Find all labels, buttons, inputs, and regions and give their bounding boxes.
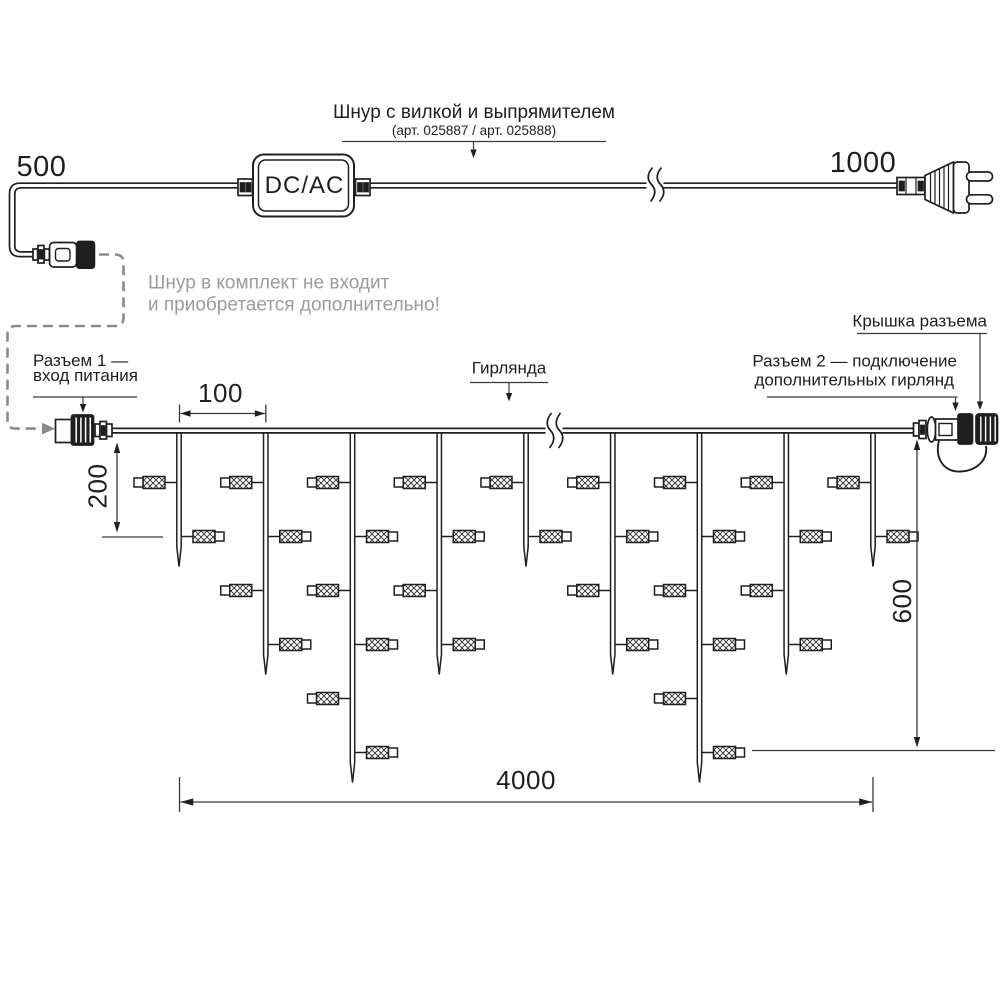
lamp-icon <box>355 531 398 543</box>
connector-cap-icon <box>976 414 998 444</box>
note-line2: и приобретается дополнительно! <box>148 294 440 316</box>
arrow-down-icon <box>952 403 958 412</box>
cord-label-leader <box>342 142 606 151</box>
lamp-icon <box>268 531 311 543</box>
icicle-drop <box>655 432 745 783</box>
lamp-icon <box>655 477 698 489</box>
lamp-icon <box>828 477 871 489</box>
power-plug-icon <box>897 162 993 213</box>
garland-label: Гирлянда <box>471 358 547 378</box>
cord-left-cable-inner <box>15 188 240 252</box>
connector1-label-line2: вход питания <box>33 366 138 385</box>
icicle-drop <box>308 432 398 783</box>
lamp-icon <box>702 531 745 543</box>
lamp-icon <box>655 693 698 705</box>
dim-200-label: 200 <box>82 463 113 509</box>
dcac-label: DC/AC <box>264 172 345 199</box>
lamp-icon <box>394 585 437 597</box>
dimension-arrowheads <box>114 410 920 805</box>
lamp-icon <box>741 585 784 597</box>
lamp-icon <box>441 639 484 651</box>
lamp-icon <box>875 531 918 543</box>
arrow-down-icon <box>80 404 86 413</box>
connector-2-output <box>914 414 998 472</box>
lamp-icon <box>615 639 658 651</box>
icicle-drop <box>221 432 311 675</box>
lamp-icon <box>355 639 398 651</box>
garland-wire <box>112 413 914 448</box>
lamp-icon <box>308 477 351 489</box>
lamp-icon <box>394 477 437 489</box>
dim-600-label: 600 <box>887 578 917 624</box>
lamp-icon <box>741 477 784 489</box>
dim-1000-label: 1000 <box>829 147 897 179</box>
lamp-icon <box>568 585 611 597</box>
lamp-icon <box>355 747 398 759</box>
cable-break-icon <box>556 413 563 448</box>
lamp-icon <box>788 639 831 651</box>
dim-4000-label: 4000 <box>496 765 556 795</box>
arrow-right-icon <box>42 423 55 435</box>
connector2-label-line2: дополнительных гирлянд <box>754 370 954 390</box>
cable-break-icon <box>648 168 655 202</box>
icicle-drops <box>134 432 918 783</box>
arrow-down-icon <box>977 402 983 411</box>
connector-1-power-input <box>56 415 113 445</box>
lamp-icon <box>481 477 524 489</box>
cap-label: Крышка разъема <box>852 311 987 331</box>
lamp-icon <box>568 477 611 489</box>
icicle-drop <box>394 432 484 675</box>
lamp-icon <box>702 639 745 651</box>
connector2-label-line1: Разъем 2 — подключение <box>752 351 957 371</box>
icicle-drop <box>741 432 831 675</box>
icicle-drop <box>828 432 918 567</box>
lamp-icon <box>268 639 311 651</box>
icicle-drop <box>481 432 571 567</box>
lamp-icon <box>788 531 831 543</box>
lamp-icon <box>308 693 351 705</box>
note-line1: Шнур в комплект не входит <box>148 272 390 294</box>
cable-break-icon <box>547 413 554 448</box>
lamp-icon <box>308 585 351 597</box>
cable-break-icon <box>657 168 664 202</box>
icicle-drop <box>568 432 658 675</box>
lamp-icon <box>615 531 658 543</box>
dimension-lines <box>102 405 995 813</box>
lamp-icon <box>134 477 177 489</box>
lamp-icon <box>702 747 745 759</box>
dim-500-label: 500 <box>16 151 67 183</box>
lamp-icon <box>221 585 264 597</box>
cord-right-cable <box>369 183 897 188</box>
lamp-icon <box>655 585 698 597</box>
cord-article-numbers: (арт. 025887 / арт. 025888) <box>391 123 557 138</box>
arrow-down-icon <box>470 150 476 159</box>
lamp-icon <box>221 477 264 489</box>
dashed-connection-path <box>8 255 124 435</box>
lamp-icon <box>528 531 571 543</box>
arrow-down-icon <box>506 393 512 402</box>
dim-100-label: 100 <box>198 378 243 408</box>
cord-title: Шнур с вилкой и выпрямителем <box>333 102 615 123</box>
lamp-icon <box>181 531 224 543</box>
icicle-drop <box>134 432 224 567</box>
connector1-label-line1: Разъем 1 — <box>33 351 129 370</box>
lamp-icon <box>441 531 484 543</box>
power-cord-connector <box>33 242 94 269</box>
